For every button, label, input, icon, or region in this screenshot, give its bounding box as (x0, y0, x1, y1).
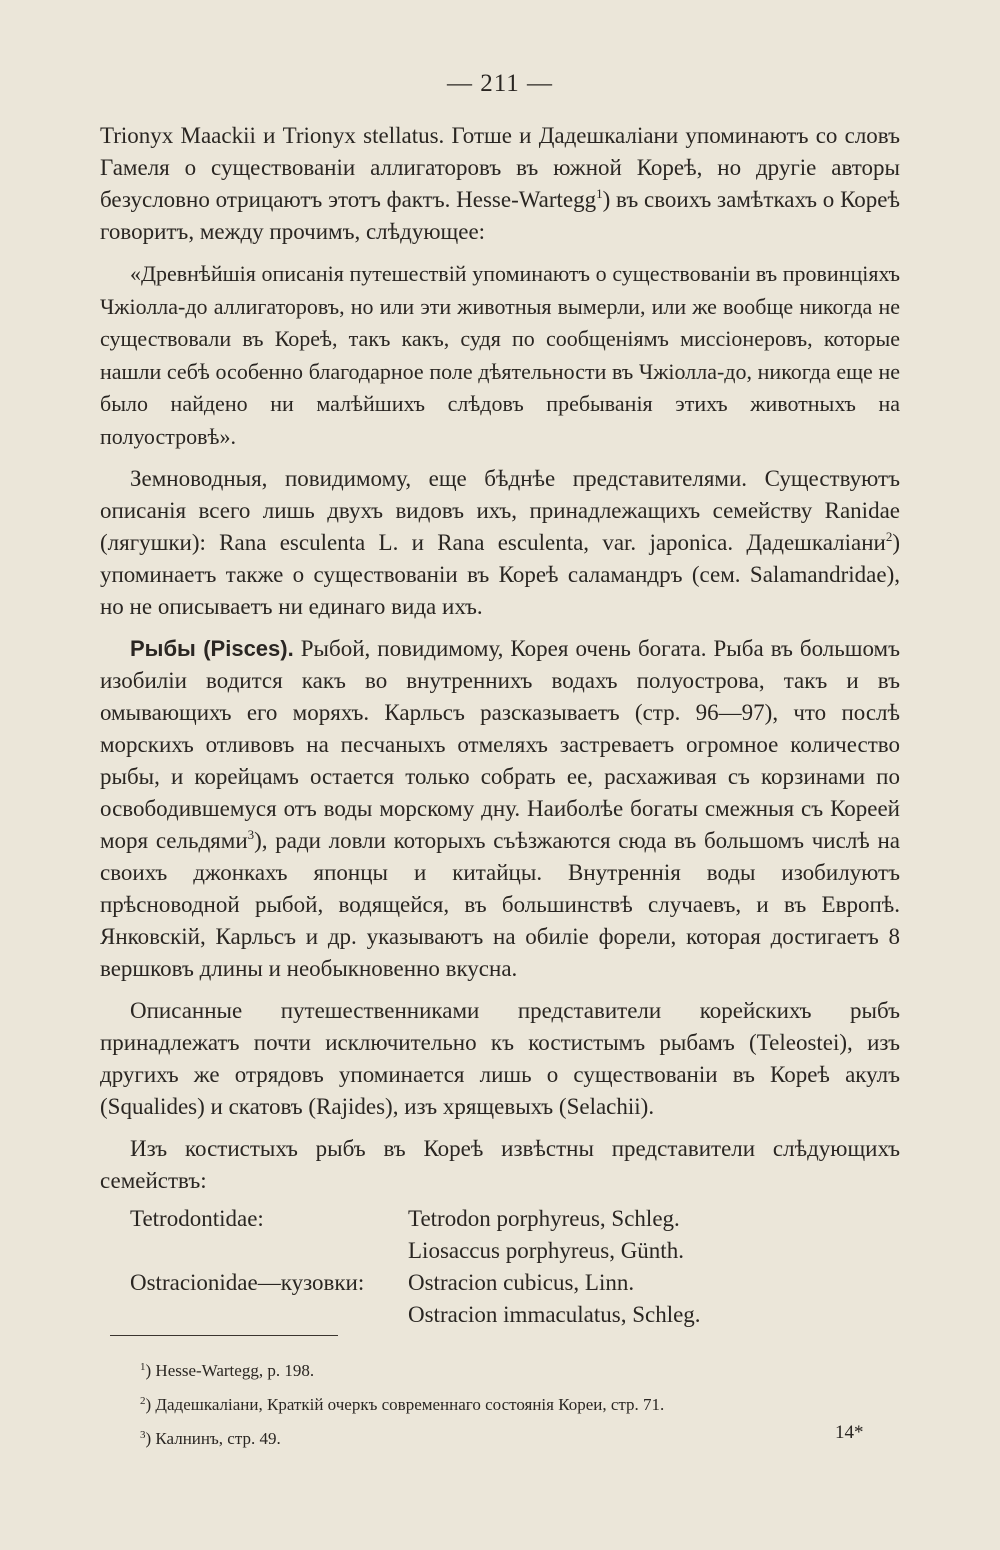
footnote: $^3$) Калнинъ, стр. 49. (140, 1429, 281, 1448)
table-row (100, 1299, 900, 1331)
printer-signature-mark: 14* (835, 1422, 864, 1443)
species-name: Ostracion immaculatus, Schleg. (408, 1302, 701, 1327)
section-heading-pisces: Рыбы (Pisces). (130, 636, 294, 661)
footnote-ref-2: 2 (885, 529, 893, 544)
footnote-ref-3: 3 (247, 827, 255, 842)
species-name: Tetrodon porphyreus, Schleg. (408, 1206, 680, 1231)
species-name: Ostracion cubicus, Linn. (408, 1270, 635, 1295)
family-name: Ostracionidae—кузовки: (130, 1270, 365, 1295)
paragraph-trionyx: Trionyx Maackii и Trionyx stellatus. Готше и Дадешкаліани упоминаютъ со словъ Гамеля о существованіи аллигаторовъ въ южной Кореѣ, но другіе авторы безусловно отрицаютъ этотъ фактъ. Hesse-Wartegg$^1$) въ своихъ замѣткахъ о Кореѣ говоритъ, между прочимъ, слѣдующее: (100, 123, 900, 244)
quotation-hesse-wartegg: «Древнѣйшія описанія путешествій упоминаютъ о существованіи въ провинціяхъ Чжіолла-до аллигаторовъ, но или эти животныя вымерли, или же вообще никогда не существовали въ Кореѣ, такъ какъ, судя по сообщеніямъ миссіонеровъ, которые нашли себѣ особенно благодарное поле дѣятельности въ Чжіолла-до, никогда еще не было найдено ни малѣйшихъ слѣдовъ пребыванія этихъ животныхъ на полуостровѣ». (100, 261, 900, 449)
paragraph-teleostei: Описанные путешественниками представители корейскихъ рыбъ принадлежатъ почти исключительно къ костистымъ рыбамъ (Teleostei), изъ другихъ же отрядовъ упоминается лишь о существованіи въ Кореѣ акулъ (Squalides) и скатовъ (Rajides), изъ хрящевыхъ (Selachii). (100, 998, 900, 1119)
fish-families-table (100, 1203, 900, 1331)
footnotes (140, 1352, 900, 1454)
body-text (100, 120, 900, 1331)
paragraph-fishes: Рыбы (Pisces). Рыбой, повидимому, Корея очень богата. Рыба въ большомъ изобиліи водится какъ во внутреннихъ водахъ полуострова, такъ и въ омывающихъ его моряхъ. Карльсъ разсказываетъ (стр. 96—97), что послѣ морскихъ отливовъ на песчаныхъ отмеляхъ застреваетъ огромное количество рыбы, и корейцамъ остается только собрать ее, расхаживая съ корзинами по освободившемуся отъ воды морскому дну. Наиболѣе богаты смежныя съ Кореей моря сельдями$^3$), ради ловли которыхъ съѣзжаются сюда въ большомъ числѣ на своихъ джонкахъ японцы и китайцы. Внутреннія воды изобилуютъ прѣсноводной рыбой, водящейся, въ большинствѣ случаевъ, и въ Европѣ. Янковскій, Карльсъ и др. указываютъ на обиліе форели, которая достигаетъ 8 вершковъ длины и необыкновенно вкусна. (100, 636, 900, 981)
footnote-separator (110, 1335, 338, 1336)
footnote-ref-1: 1 (596, 186, 603, 201)
table-row (100, 1203, 900, 1235)
family-name: Tetrodontidae: (130, 1206, 264, 1231)
species-name: Liosaccus porphyreus, Günth. (408, 1238, 684, 1263)
footnote: $^1$) Hesse-Wartegg, p. 198. (140, 1361, 315, 1380)
paragraph-amphibians: Земноводныя, повидимому, еще бѣднѣе представителями. Существуютъ описанія всего лишь двухъ видовъ ихъ, принадлежащихъ семейству Ranidae (лягушки): Rana esculenta L. и Rana esculenta, var. japonica. Дадешкаліани$^2$) упоминаетъ также о существованіи въ Кореѣ саламандръ (сем. Salamandridae), но не описываетъ ни единаго вида ихъ. (100, 466, 900, 619)
footnote: $^2$) Дадешкаліани, Краткій очеркъ современнаго состоянія Кореи, стр. 71. (140, 1395, 665, 1414)
table-row (100, 1235, 900, 1267)
page-number: — 211 — (446, 70, 554, 97)
paragraph-families-intro: Изъ костистыхъ рыбъ въ Кореѣ извѣстны представители слѣдующихъ семействъ: (100, 1136, 900, 1193)
table-row (100, 1267, 900, 1299)
